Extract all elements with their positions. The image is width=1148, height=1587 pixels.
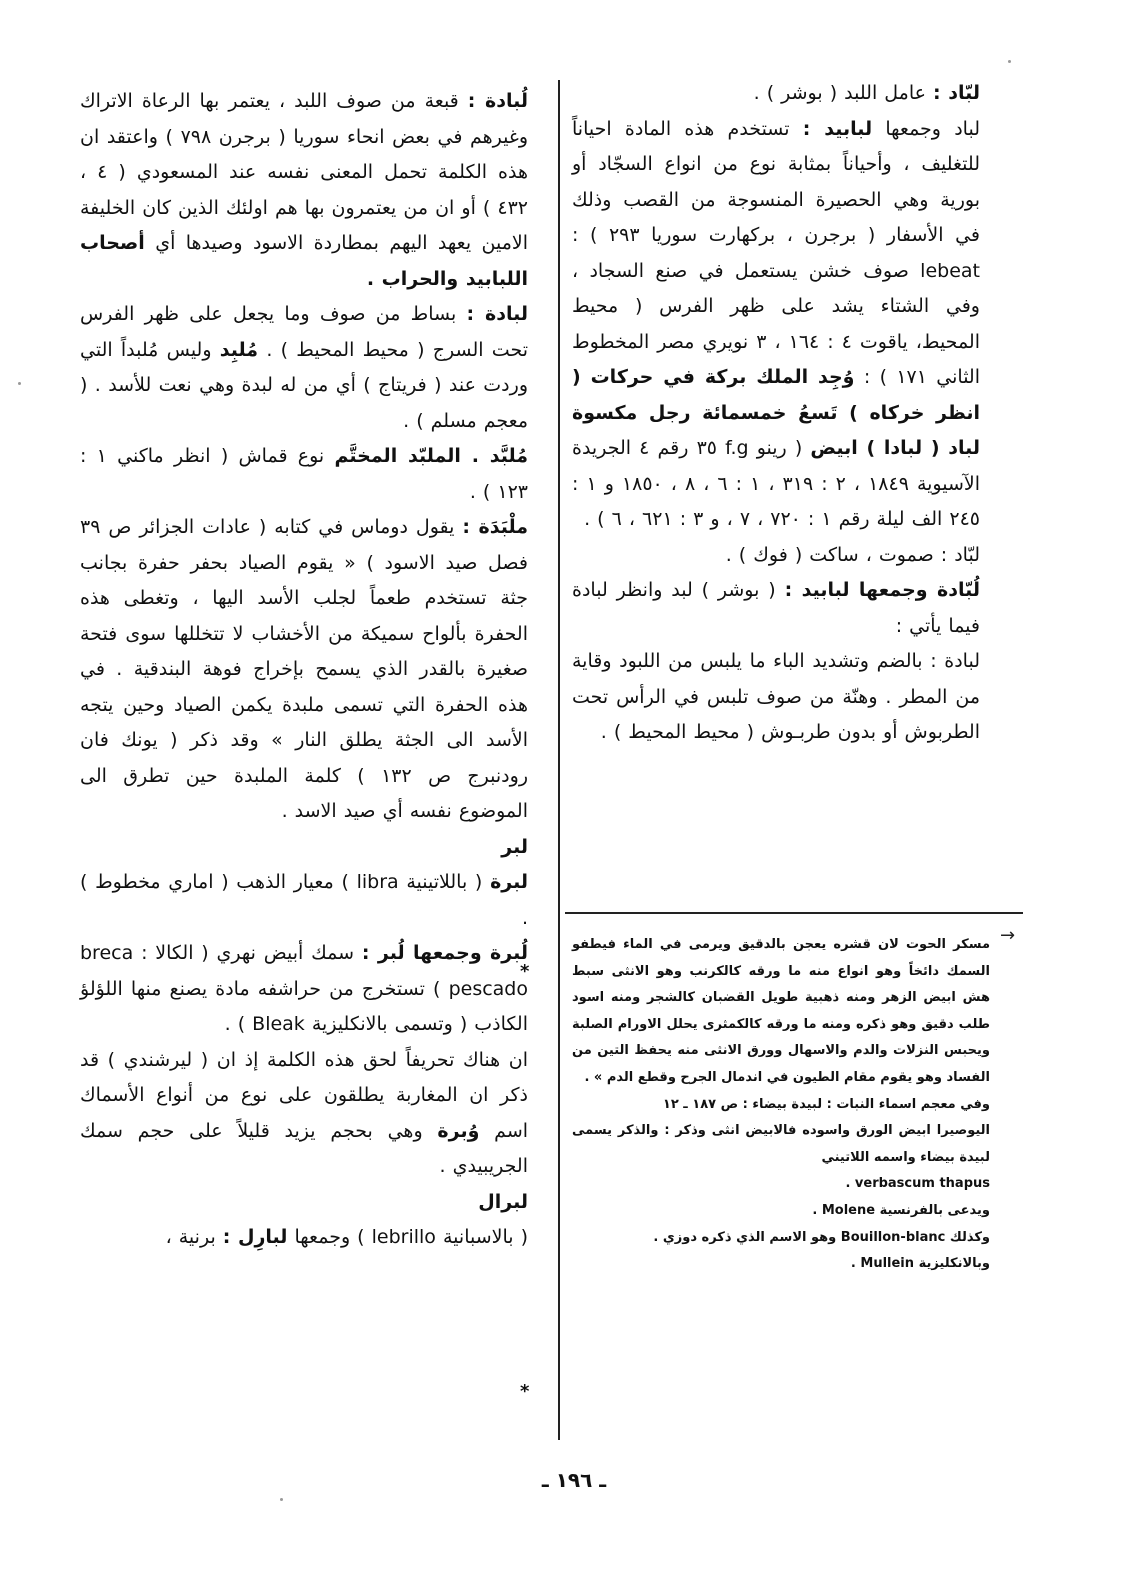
scan-speck [18,382,21,385]
page-number: ـ ١٩٦ ـ [541,1468,607,1492]
entry-lubbada [572,573,980,644]
footnotes [572,932,990,1278]
entry-text: تستخدم هذه المادة احياناً للتغليف ، وأحياناً بمثابة نوع من انواع السجّاد أو بورية وهي الحصيرة المنسوجة من القصب وذلك في الأسفار ( برجرن ، بركهارت سوريا ٢٩٣ ) : [572,117,980,246]
entry-malbada [80,510,528,830]
entry-text: وليس مُلبداً التي وردت عند ( فريتاج ) أي من له لبدة وهي نعت للأسد . ( معجم مسلم ) . [80,338,528,432]
footnote-text: وبالانكليزية [918,1256,990,1272]
footnote: مسكر الحوت لان قشره يعجن بالدقيق ويرمى في الماء فيطفو السمك دائخاً وهو انواع منه ما ورقه كالكرنب وهو الانثى سبط هش ابيض الزهر ومنه ذهبية طويل القضبان كالشجر ومنه اسود طلب دقيق وهو ذكره ومنه ما ورقه كالكمثرى يحلل الاورام الصلبة ويحبس النزلات والدم والاسهال وورق الانثى منه يحفظ التين من الفساد وهو يقوم مقام الطيون في اندمال الجرح وقطع الدم » . [572,937,990,1085]
latin-term: Bleak [252,1013,305,1035]
footnote: ويدعى بالفرنسية Molene . [812,1202,990,1218]
entry-text: ( بالاسبانية [442,1226,528,1248]
latin-term: verbascum thapus [854,1176,990,1192]
entry-text: ( رينو [756,437,803,459]
entry-head: لُبادة : [467,90,528,112]
entry-text: ) معيار الذهب ( اماري مخطوط ) . [80,871,528,929]
entry-head: مُلبِد [219,338,259,361]
entry-labbad-silent [572,538,980,574]
right-column [572,76,980,751]
entry-lubada-hat [80,84,528,297]
entry-text: ) تستخرج من حراشفه مادة يصنع منها اللؤلؤ الكاذب ( وتسمى بالانكليزية [80,977,528,1035]
entry-lubada-carpet [80,297,528,439]
entry-text: لبّاد : صموت ، ساكت ( فوك ) . [725,543,980,566]
entry-head: لبّاد : [933,82,980,104]
entry-head: ملْبَدَة : [462,516,528,538]
left-column [80,84,528,1256]
root-head: لبر [501,835,528,858]
entry-lubbad-plural [572,112,980,538]
footnote: اليوصيرا ابيض الورق واسوده فالابيض انثى وذكر : والذكر يسمى لبيدة بيضاء واسمه اللاتيني verbascum thapus . [572,1123,990,1192]
entry-text: سمك أبيض نهري ( الكالا : [141,942,355,964]
entry-wubra [80,1043,528,1185]
entry-bold-phrase: أصحاب اللبابيد والحراب . [80,232,528,290]
entry-text: نوع قماش ( انظر ماكني ١ : ١٢٣ ) . [80,445,528,503]
entry-text: ) وجمعها [294,1226,365,1248]
scan-speck [1008,60,1011,63]
root-heading-lbral [80,1185,528,1221]
continuation-arrow-icon: → [1000,925,1016,946]
entry-text: ان هناك تحريفاً لحق هذه الكلمة إذ ان ( ليرشندي ) قد ذكر ان المغاربة يطلقون على نوع من أنواع الأسماك اسم [80,1048,529,1142]
entry-head: لبادة : [466,303,528,325]
footnote: وفي معجم اسماء النبات : لبيدة بيضاء : ص ١٨٧ ـ ١٢ [662,1096,990,1112]
entry-text: لبادة : بالضم وتشديد الباء ما يلبس من اللبود وقاية من المطر . وهنّة من صوف تلبس في الرأس تحت الطربوش أو بدون طربـوش ( محيط المحيط ) . [572,650,980,743]
entry-text: ٣٥ رقم ٤ الجريدة الآسيوية ١٨٤٩ ، ٢ : ٣١٩ ، ١ : ٦ ، ٨ ، ١٨٥٠ و ١ : ٢٤٥ الف ليلة رقم ١ : ٧٢٠ ، ٧ ، و ٣ : ٦٢١ ، ٦ ) . [572,437,981,530]
latin-term: breca pescado [80,942,528,1000]
entry-bold-quote: وُجِد الملك بركة في حركات ( انظر خركاه ) تَسعُ خمسمائة رجل مكسوة لباد ( لبادا ) ابيض [572,366,980,459]
scan-speck [280,1498,283,1501]
latin-term: Bouillon-blanc [840,1229,946,1245]
entry-text: يقول دوماس في كتابه ( عادات الجزائر ص ٣٩ فصل صيد الاسود ) « يقوم الصياد بحفر حفرة بجانب جثة تستخدم طعماً لجلب الأسد اليها ، وتغطى هذه الحفرة بألواح سميكة من الأخشاب لا تتخللها سوى فتحة صغيرة بالقدر الذي يسمح بإخراج فوهة البندقية . في هذه الحفرة التي تسمى ملبدة يكمن الصياد وحين يتجه الأسد الى الجثة يطلق النار » وقد ذكر ( يونك فان رودنبرج ص ١٣٢ ) كلمة الملبدة حين تطرق الى الموضوع نفسه أي صيد الاسد . [80,516,528,822]
latin-term: Molene [821,1202,876,1218]
entry-head: مُلبَّد . الملبّد المختَّم [334,445,528,467]
entry-head: لبرة [490,871,528,893]
latin-term: Mullein [860,1256,915,1272]
entry-head: لُبّادة وجمعها لبابيد : [784,579,980,601]
footnote-text: ويدعى بالفرنسية [879,1202,990,1218]
column-divider [558,80,560,1440]
entry-head: لُبرة وجمعها لُبر : [361,942,528,964]
root-heading-lbr [80,830,528,866]
footnote-text: اليوصيرا ابيض الورق واسوده فالابيض انثى وذكر : والذكر يسمى لبيدة بيضاء واسمه اللاتيني [572,1123,990,1165]
entry-labbad [572,76,980,112]
entry-text: صوف خشن يستعمل في صنع السجاد ، وفي الشتاء يشد على ظهر الفرس ( محيط المحيط، ياقوت ٤ : ١٦٤ ، ٣ نويري مصر المخطوط الثاني ١٧١ ) : [572,259,980,388]
footnote [572,1225,990,1252]
entry-text: قبعة من صوف اللبد ، يعتمر بها الرعاة الاتراك وغيرهم في بعض انحاء سوريا ( برجرن ٧٩٨ ) واعتقد ان هذه الكلمة تحمل المعنى نفسه عند المسعودي ( ٤ ، ٤٣٢ ) أو ان من يعتمرون بها هم اولئك الذين كان الخليفة الامين يعهد اليهم بمطاردة الاسود وصيدها أي [80,90,529,254]
root-marker-star: * [520,961,530,982]
entry-mulabbad [80,439,528,510]
entry-text: بساط من صوف وما يجعل على ظهر الفرس تحت السرج ( محيط المحيط ) . [80,303,529,361]
footnote-divider [565,912,1023,914]
footnote-text: وكذلك [949,1229,990,1245]
root-head: لبرال [478,1190,528,1213]
root-marker-star: * [520,1381,530,1402]
latin-term: lebrillo [371,1226,436,1248]
footnote-text: وهو الاسم الذي ذكره دوزي . [653,1229,837,1245]
footnote: وبالانكليزية Mullein . [850,1256,990,1272]
entry-text: برنية ، [165,1226,216,1248]
latin-term: libra [356,871,399,893]
entry-text: ( باللاتينية [406,871,483,893]
entry-libra [80,865,528,936]
entry-text: ( بوشر ) لبد وانظر لبادة فيما يأتي : [572,579,980,637]
entry-text: عامل اللبد ( بوشر ) . [753,82,926,104]
entry-bold-word: لبارِل : [222,1226,288,1248]
entry-intro: لباد وجمعها [885,117,980,140]
entry-lubra-fish [80,936,528,1043]
entry-text: ) . [224,1013,246,1035]
entry-text: وهي بحجم يزيد قليلاً على حجم سمك الجريبيدي . [80,1119,528,1177]
entry-bold-word: وُبرة [437,1119,480,1142]
entry-lubbada-def [572,644,980,751]
latin-term: lebeat [920,259,980,282]
entry-head: لبابيد : [802,117,873,140]
latin-term: f.g [725,437,749,459]
entry-lebrillo [80,1220,528,1256]
